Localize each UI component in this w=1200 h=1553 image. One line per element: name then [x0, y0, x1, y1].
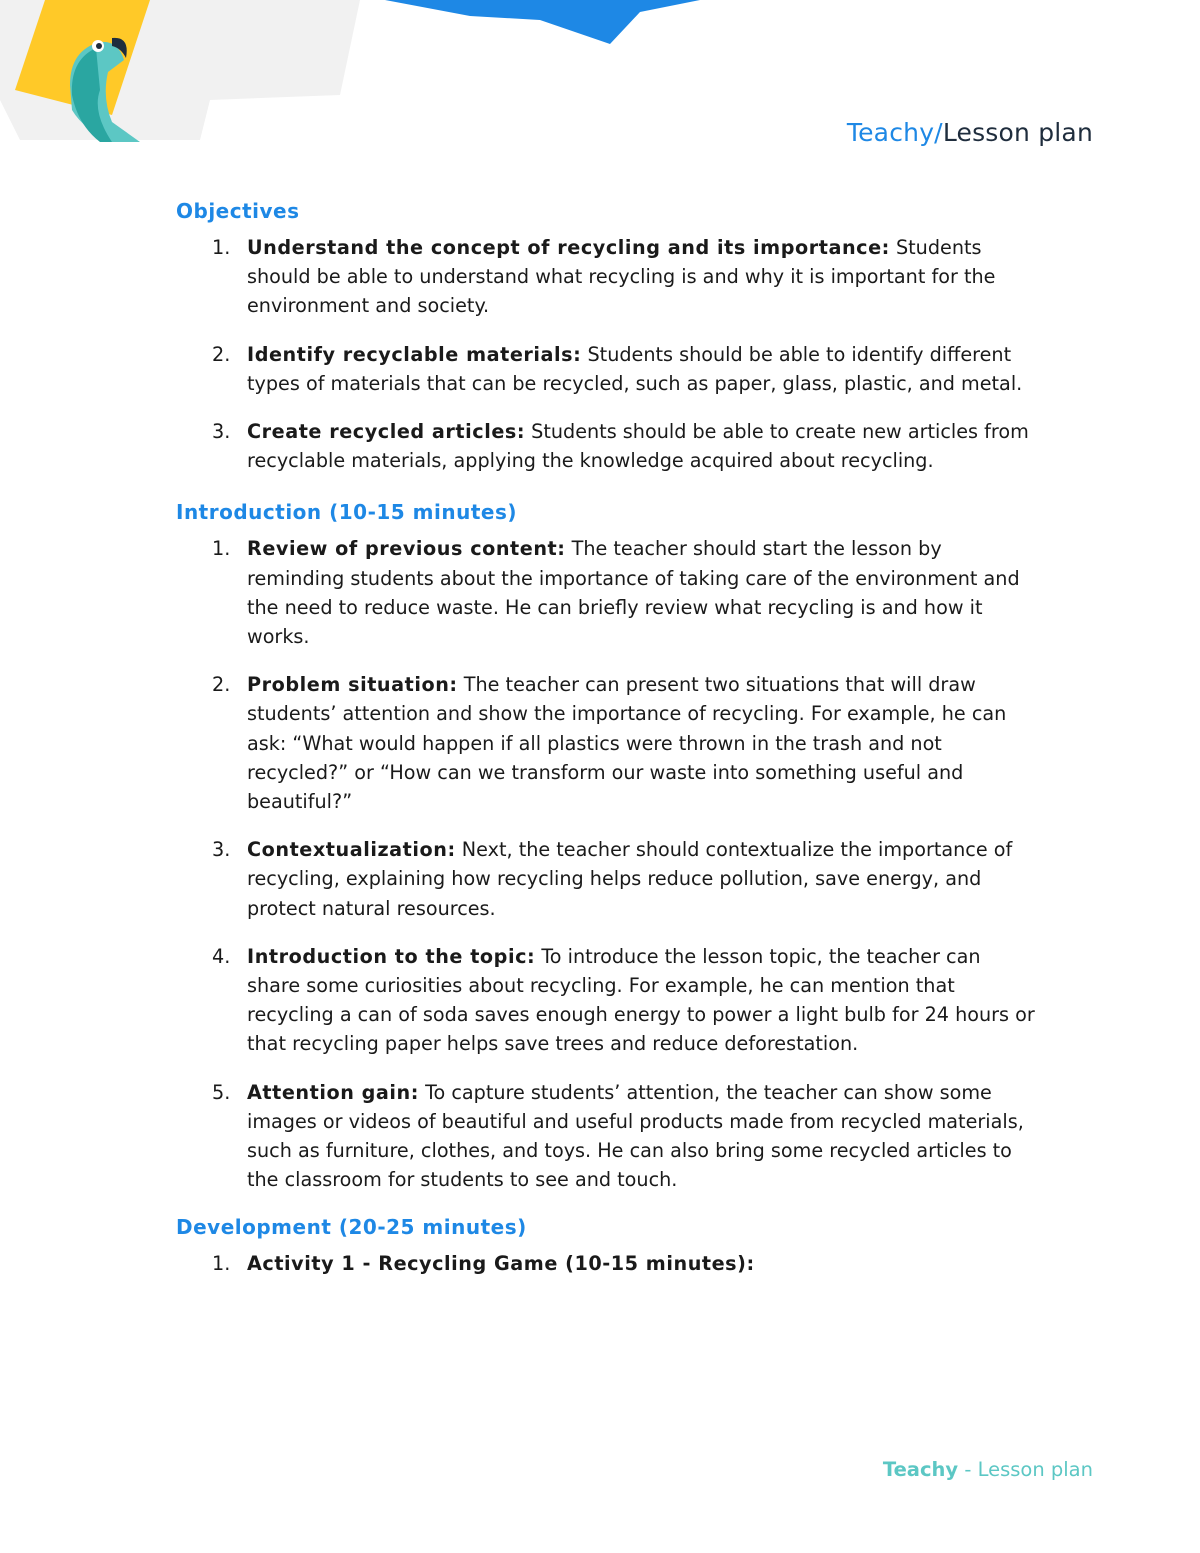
- introduction-list: [176, 534, 1036, 1194]
- list-item: [176, 340, 1036, 398]
- item-text: Students should be able to create new articles from recyclable materials, applying the knowledge acquired about recycling.: [247, 420, 1029, 473]
- item-text: Students should be able to identify different types of materials that can be recycled, such as paper, glass, plastic, and metal.: [247, 342, 1023, 395]
- section-development: [176, 1213, 1036, 1278]
- item-term: Understand the concept of recycling and its importance:: [247, 236, 890, 259]
- item-number: 1.: [212, 236, 231, 259]
- item-number: 2.: [212, 673, 231, 697]
- development-list: [176, 1249, 1036, 1278]
- list-item: [176, 1078, 1036, 1195]
- list-item: [176, 534, 1036, 651]
- brand-name: Teachy/: [846, 118, 943, 147]
- list-item: [176, 835, 1036, 923]
- item-number: 2.: [212, 342, 231, 366]
- item-number: 3.: [212, 420, 231, 444]
- section-title: Development (20-25 minutes): [176, 1215, 527, 1240]
- list-item: [176, 670, 1036, 816]
- page-header-title: [847, 118, 1093, 147]
- footer-separator: -: [958, 1458, 978, 1481]
- item-term: Introduction to the topic:: [247, 944, 536, 968]
- lesson-content: [176, 197, 1036, 1298]
- item-number: 4.: [212, 944, 231, 968]
- section-title: Objectives: [176, 199, 300, 223]
- page-footer: [883, 1458, 1093, 1481]
- item-term: Review of previous content:: [247, 537, 566, 561]
- list-item: [176, 417, 1036, 475]
- list-item: [176, 233, 1036, 321]
- footer-brand: Teachy: [882, 1458, 959, 1481]
- document-type: Lesson plan: [942, 118, 1093, 147]
- list-item: [176, 942, 1036, 1059]
- item-term: Attention gain:: [247, 1080, 419, 1104]
- item-term: Activity 1 - Recycling Game (10-15 minutes):: [247, 1252, 755, 1276]
- item-term: Identify recyclable materials:: [247, 342, 582, 366]
- blue-wave-shape: [385, 0, 700, 44]
- item-text: To capture students’ attention, the teacher can show some images or videos of beautiful and useful products made from recycled materials, such as furniture, clothes, and toys. He can also bring some recycled articles to the classroom for students to see and touch.: [247, 1080, 1024, 1192]
- item-term: Problem situation:: [247, 673, 458, 697]
- item-term: Create recycled articles:: [247, 420, 526, 444]
- item-text: The teacher can present two situations that will draw students’ attention and show the importance of recycling. For example, he can ask: “What would happen if all plastics were thrown in the trash and not recycled?” or “How can we transform our waste into something useful and beautiful?”: [247, 673, 1007, 814]
- list-item: [176, 1249, 1036, 1278]
- item-number: 3.: [212, 838, 231, 862]
- item-number: 5.: [212, 1080, 231, 1104]
- item-number: 1.: [212, 537, 231, 561]
- item-text: To introduce the lesson topic, the teacher can share some curiosities about recycling. For example, he can mention that recycling a can of soda saves enough energy to power a light bulb for 24 hours or that recycling paper helps save trees and reduce deforestation.: [247, 944, 1035, 1056]
- item-text: The teacher should start the lesson by reminding students about the importance of taking care of the environment and the need to reduce waste. He can briefly review what recycling is and how it works.: [247, 537, 1020, 649]
- section-objectives: [176, 197, 1036, 475]
- header-decoration: [0, 0, 720, 150]
- item-text: Next, the teacher should contextualize the importance of recycling, explaining how recycling helps reduce pollution, save energy, and protect natural resources.: [247, 838, 1013, 920]
- section-title: Introduction (10-15 minutes): [176, 500, 518, 525]
- section-introduction: [176, 498, 1036, 1194]
- item-term: Contextualization:: [247, 838, 456, 862]
- footer-document-type: Lesson plan: [977, 1458, 1093, 1481]
- item-number: 1.: [212, 1252, 231, 1276]
- objectives-list: [176, 233, 1036, 475]
- item-text: Students should be able to understand what recycling is and why it is important for the environment and society.: [247, 236, 996, 318]
